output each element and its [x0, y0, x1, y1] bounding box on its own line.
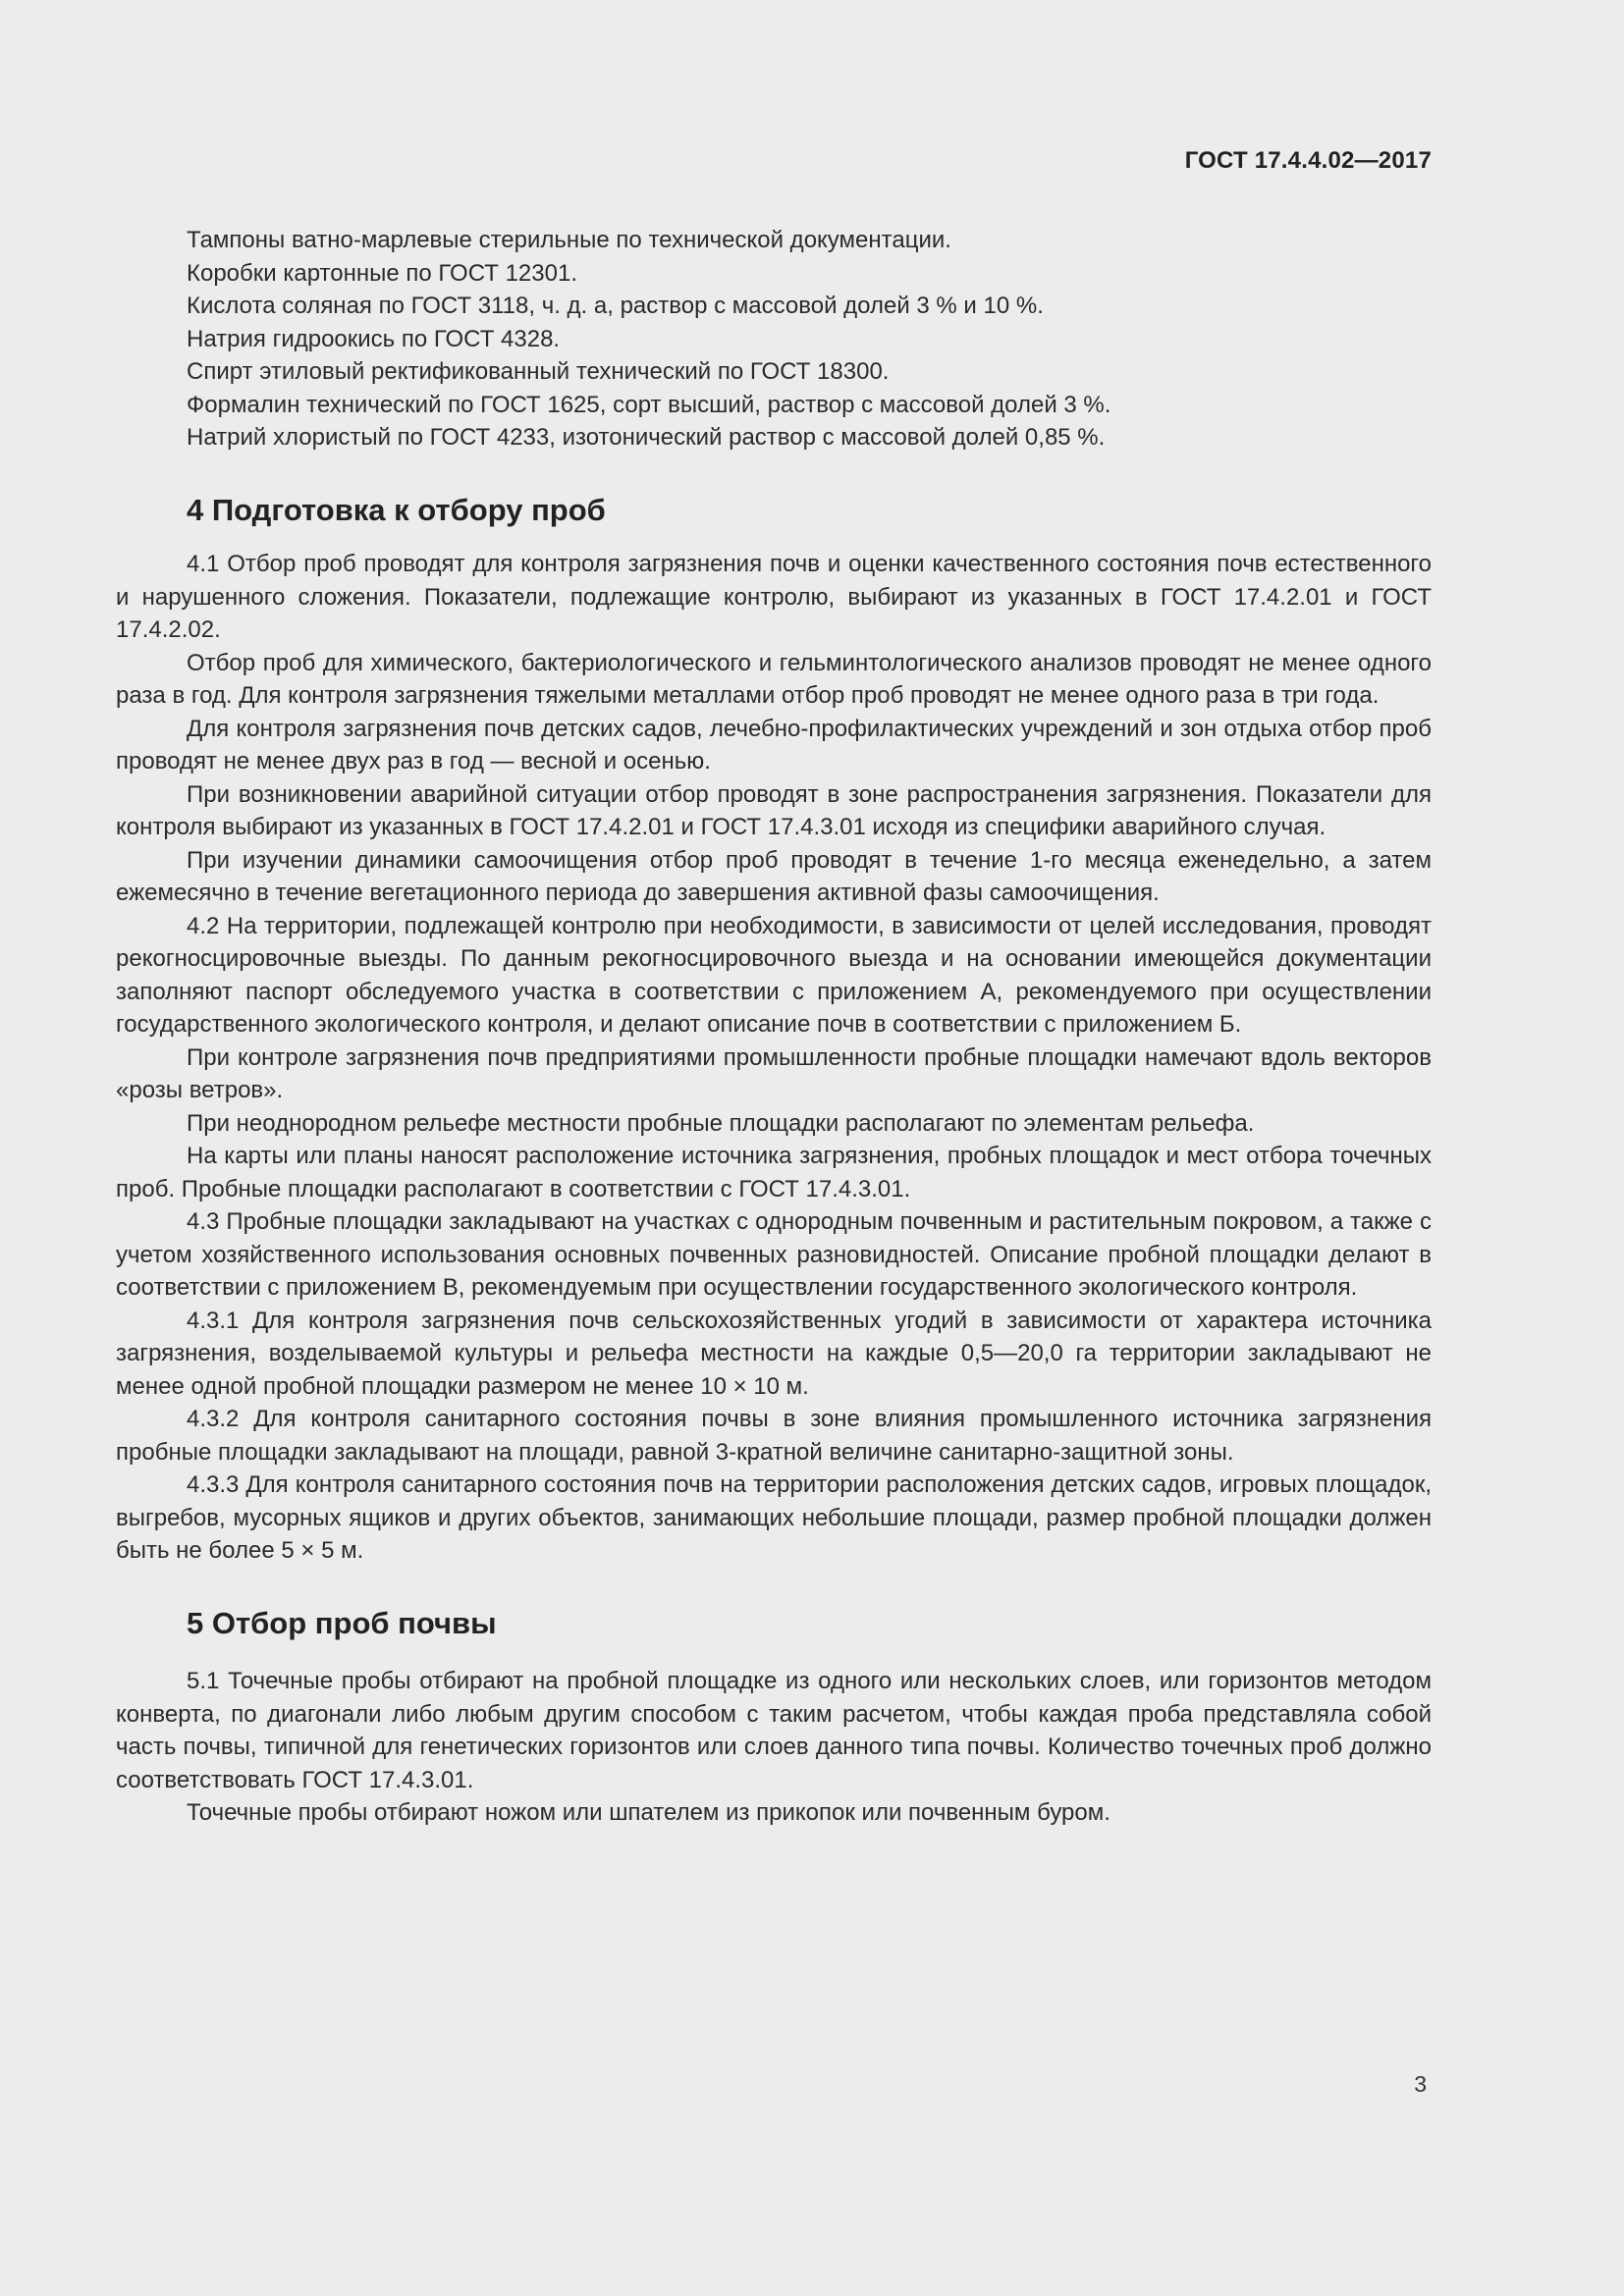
materials-item: Кислота соляная по ГОСТ 3118, ч. д. а, раствор с массовой долей 3 % и 10 %.: [187, 293, 1044, 319]
paragraph: 4.3 Пробные площадки закладывают на участках с однородным почвенным и растительным покровом, а также с учетом хозяйственного использования основных почвенных разновидностей. Описание пробной площадки делают в соответствии с приложением В, рекомендуемым при осуществлении государственного экологического контроля.: [116, 1208, 1432, 1301]
paragraph: При неоднородном рельефе местности пробные площадки располагают по элементам рельефа.: [187, 1109, 1255, 1137]
paragraph: 4.1 Отбор проб проводят для контроля загрязнения почв и оценки качественного состояния почв естественного и нарушенного сложения. Показатели, подлежащие контролю, выбирают из указанных в ГОСТ 17.4.2.01 и ГОСТ 17.4.2.02.: [116, 551, 1432, 643]
page-content: [116, 224, 1432, 1830]
paragraph: Точечные пробы отбирают ножом или шпателем из прикопок или почвенным буром.: [187, 1799, 1110, 1826]
paragraph: 4.3.3 Для контроля санитарного состояния почв на территории расположения детских садов, игровых площадок, выгребов, мусорных ящиков и других объектов, занимающих небольшие площади, размер пробной площадки должен быть не более 5 × 5 м.: [116, 1471, 1432, 1564]
paragraph: 5.1 Точечные пробы отбирают на пробной площадке из одного или нескольких слоев, или горизонтов методом конверта, по диагонали либо любым другим способом с таким расчетом, чтобы каждая проба представляла собой часть почвы, типичной для генетических горизонтов или слоев данного типа почвы. Количество точечных проб должно соответствовать ГОСТ 17.4.3.01.: [116, 1668, 1432, 1793]
materials-list: [116, 224, 1432, 454]
materials-item: Натрия гидроокись по ГОСТ 4328.: [187, 325, 561, 352]
paragraph: 4.2 На территории, подлежащей контролю при необходимости, в зависимости от целей исследования, проводят рекогносцировочные выезды. По данным рекогносцировочного выезда и на основании имеющейся документации заполняют паспорт обследуемого участка в соответствии с приложением А, рекомендуемого при осуществлении государственного экологического контроля, и делают описание почв в соответствии с приложением Б.: [116, 912, 1432, 1038]
page-number: 3: [1414, 2071, 1427, 2097]
paragraph: 4.3.2 Для контроля санитарного состояния почвы в зоне влияния промышленного источника загрязнения пробные площадки закладывают на площади, равной 3-кратной величине санитарно-защитной зоны.: [116, 1406, 1432, 1466]
materials-item: Тампоны ватно-марлевые стерильные по технической документации.: [187, 227, 951, 253]
paragraph: При возникновении аварийной ситуации отбор проводят в зоне распространения загрязнения. Показатели для контроля выбирают из указанных в ГОСТ 17.4.2.01 и ГОСТ 17.4.3.01 исходя из специфики аварийного случая.: [116, 780, 1432, 840]
paragraph: При контроле загрязнения почв предприятиями промышленности пробные площадки намечают вдоль векторов «розы ветров».: [116, 1043, 1432, 1103]
materials-item: Натрий хлористый по ГОСТ 4233, изотонический раствор с массовой долей 0,85 %.: [187, 424, 1106, 451]
materials-item: Спирт этиловый ректификованный технический по ГОСТ 18300.: [187, 358, 890, 385]
section-4-body: [116, 548, 1432, 1568]
paragraph: Для контроля загрязнения почв детских садов, лечебно-профилактических учреждений и зон отдыха отбор проб проводят не менее двух раз в год — весной и осенью.: [116, 715, 1432, 774]
section-5-title: 5 Отбор проб почвы: [187, 1605, 497, 1640]
section-5-body: [116, 1665, 1432, 1830]
paragraph: При изучении динамики самоочищения отбор проб проводят в течение 1-го месяца еженедельно, а затем ежемесячно в течение вегетационного периода до завершения активной фазы самоочищения.: [116, 846, 1432, 906]
paragraph: На карты или планы наносят расположение источника загрязнения, пробных площадок и мест отбора точечных проб. Пробные площадки располагают в соответствии с ГОСТ 17.4.3.01.: [116, 1143, 1432, 1202]
paragraph: 4.3.1 Для контроля загрязнения почв сельскохозяйственных угодий в зависимости от характера источника загрязнения, возделываемой культуры и рельефа местности на каждые 0,5—20,0 га территории закладывают не менее одной пробной площадки размером не менее 10 × 10 м.: [116, 1307, 1432, 1400]
document-header: ГОСТ 17.4.4.02—2017: [1184, 147, 1432, 174]
materials-item: Формалин технический по ГОСТ 1625, сорт высший, раствор с массовой долей 3 %.: [187, 391, 1111, 418]
materials-item: Коробки картонные по ГОСТ 12301.: [187, 259, 577, 287]
paragraph: Отбор проб для химического, бактериологического и гельминтологического анализов проводят не менее одного раза в год. Для контроля загрязнения тяжелыми металлами отбор проб проводят не менее одного раза в три года.: [116, 649, 1432, 709]
section-4-title: 4 Подготовка к отбору проб: [187, 492, 606, 527]
